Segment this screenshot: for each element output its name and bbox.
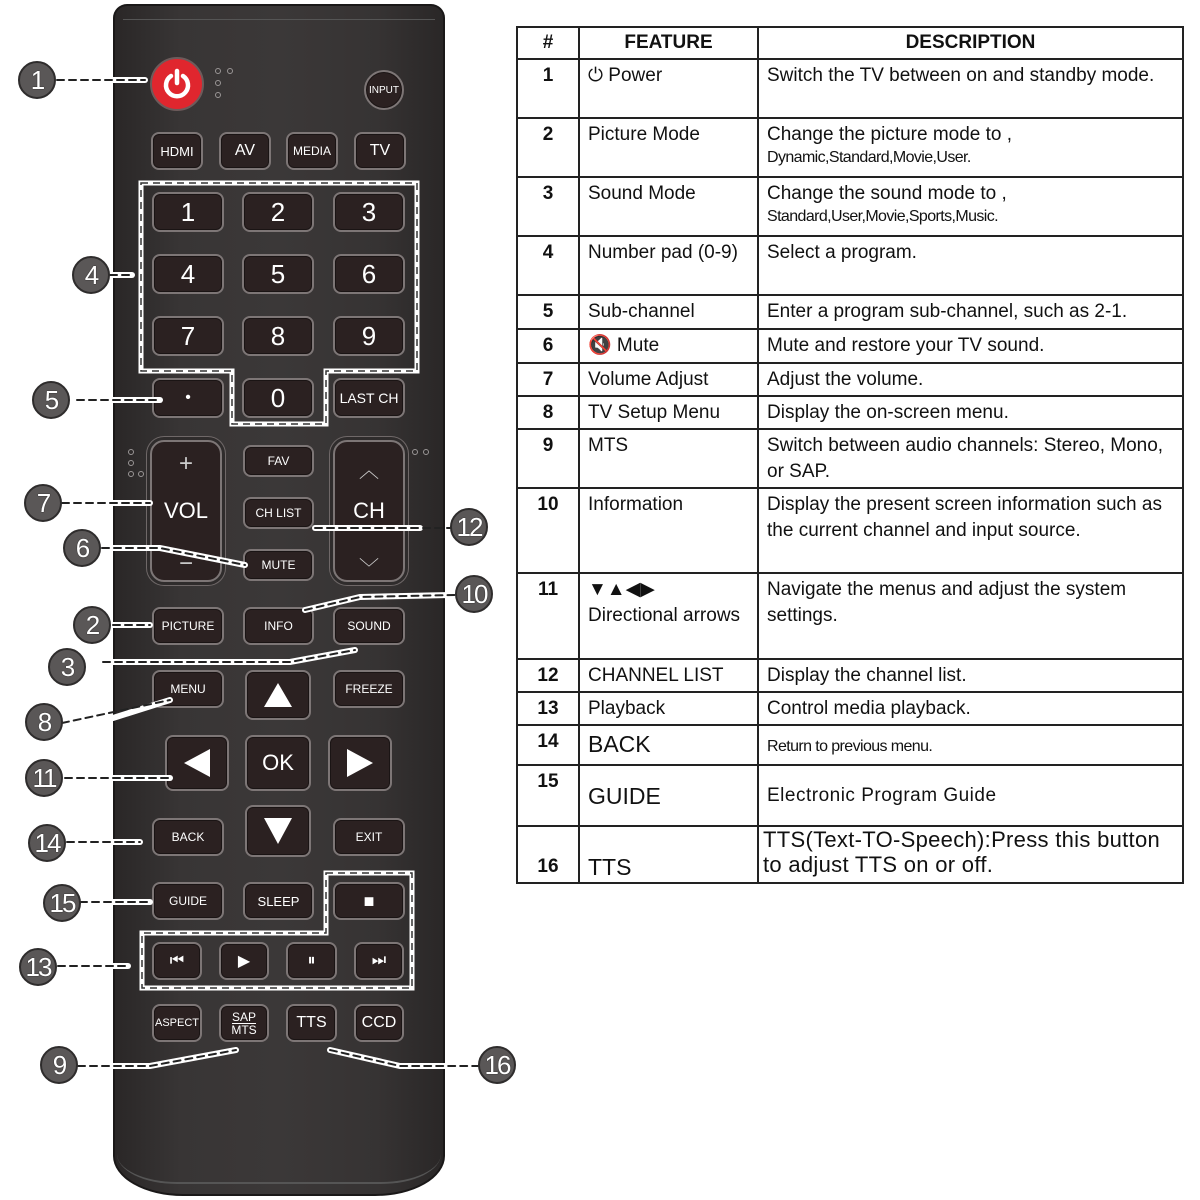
number-9-button[interactable]: 9 xyxy=(333,316,405,356)
braille-dot xyxy=(215,68,221,74)
picture-button[interactable]: PICTURE xyxy=(152,607,224,645)
table-row xyxy=(517,765,1183,826)
row-number: 16 xyxy=(517,826,579,883)
row-number: 13 xyxy=(517,692,579,725)
table-row xyxy=(517,295,1183,329)
channel-rocker[interactable] xyxy=(333,440,405,582)
braille-dot xyxy=(227,68,233,74)
info-button[interactable]: INFO xyxy=(243,607,314,645)
volume-down-icon[interactable]: − xyxy=(178,550,193,577)
arrow-left-button[interactable] xyxy=(165,735,229,791)
row-description: Select a program. xyxy=(758,236,1183,295)
power-button[interactable] xyxy=(150,57,204,111)
row-description: Enter a program sub-channel, such as 2-1. xyxy=(758,295,1183,329)
callout-10: 10 xyxy=(455,575,493,613)
number-8-button[interactable]: 8 xyxy=(242,316,314,356)
row-number: 7 xyxy=(517,363,579,396)
callout-2: 2 xyxy=(73,606,111,644)
previous-button[interactable] xyxy=(152,942,202,980)
back-button[interactable]: BACK xyxy=(152,818,224,856)
table-row xyxy=(517,177,1183,236)
channel-up-icon[interactable]: ︿ xyxy=(359,460,379,482)
fav-button[interactable]: FAV xyxy=(243,445,314,477)
row-feature: Volume Adjust xyxy=(579,363,758,396)
freeze-button[interactable]: FREEZE xyxy=(333,670,405,708)
row-number: 6 xyxy=(517,329,579,363)
braille-dot xyxy=(412,449,418,455)
row-feature: CHANNEL LIST xyxy=(579,659,758,692)
row-feature: Information xyxy=(579,488,758,573)
header-feature: FEATURE xyxy=(579,27,758,59)
callout-11: 11 xyxy=(25,759,63,797)
row-number: 14 xyxy=(517,725,579,765)
row-feature: BACK xyxy=(579,725,758,765)
row-feature: ⏻ Power xyxy=(579,59,758,118)
callout-12: 12 xyxy=(450,508,488,546)
row-feature: GUIDE xyxy=(579,765,758,826)
row-feature: Picture Mode xyxy=(579,118,758,177)
ok-button[interactable]: OK xyxy=(245,735,311,791)
row-number: 10 xyxy=(517,488,579,573)
mute-button[interactable]: MUTE xyxy=(243,549,314,581)
sound-button[interactable]: SOUND xyxy=(333,607,405,645)
table-row xyxy=(517,692,1183,725)
description-options: Dynamic,Standard,Movie,User. xyxy=(767,149,971,166)
row-description: Switch the TV between on and standby mode. xyxy=(758,59,1183,118)
header-number: # xyxy=(517,27,579,59)
table-row xyxy=(517,725,1183,765)
row-description: Switch between audio channels: Stereo, Mono, or SAP. xyxy=(758,429,1183,488)
volume-rocker[interactable] xyxy=(150,440,222,582)
sleep-button[interactable]: SLEEP xyxy=(243,882,314,920)
number-4-button[interactable]: 4 xyxy=(152,254,224,294)
row-feature: TTS xyxy=(579,826,758,883)
table-row xyxy=(517,59,1183,118)
av-button[interactable]: AV xyxy=(219,132,271,170)
row-number: 8 xyxy=(517,396,579,429)
row-number: 5 xyxy=(517,295,579,329)
row-description: Display the present screen information such as the current channel and input source. xyxy=(758,488,1183,573)
vol-label: VOL xyxy=(163,498,209,523)
arrow-left-icon xyxy=(182,747,212,779)
mts-label: MTS xyxy=(231,1022,257,1037)
table-row xyxy=(517,363,1183,396)
sap-label: SAP xyxy=(231,1009,256,1024)
table-row xyxy=(517,826,1183,883)
remote-bottom-edge xyxy=(117,1154,441,1184)
media-button[interactable]: MEDIA xyxy=(286,132,338,170)
table-row xyxy=(517,659,1183,692)
braille-dot xyxy=(138,471,144,477)
ccd-button[interactable]: CCD xyxy=(354,1004,404,1042)
ch-label: CH xyxy=(353,498,385,523)
channel-down-icon[interactable]: ﹀ xyxy=(359,558,379,580)
row-description: Return to previous menu. xyxy=(758,725,1183,765)
guide-button[interactable]: GUIDE xyxy=(152,882,224,920)
row-description xyxy=(758,118,1183,177)
play-button[interactable] xyxy=(219,942,269,980)
previous-icon: ⏮ xyxy=(169,952,185,969)
volume-up-icon[interactable]: + xyxy=(178,450,193,477)
row-feature xyxy=(579,573,758,659)
row-description: Display the on-screen menu. xyxy=(758,396,1183,429)
callout-6: 6 xyxy=(63,529,101,567)
callout-13: 13 xyxy=(19,948,57,986)
table-row xyxy=(517,573,1183,659)
number-5-button[interactable]: 5 xyxy=(242,254,314,294)
braille-dot xyxy=(128,449,134,455)
last-ch-button[interactable]: LAST CH xyxy=(333,378,405,418)
callout-3: 3 xyxy=(48,648,86,686)
row-description: Electronic Program Guide xyxy=(758,765,1183,826)
row-feature: MTS xyxy=(579,429,758,488)
braille-dot xyxy=(128,460,134,466)
feature-table xyxy=(516,26,1184,884)
callout-8: 8 xyxy=(25,703,63,741)
row-feature: Number pad (0-9) xyxy=(579,236,758,295)
table-row xyxy=(517,396,1183,429)
row-feature: TV Setup Menu xyxy=(579,396,758,429)
arrow-down-button[interactable] xyxy=(245,805,311,857)
next-button[interactable] xyxy=(354,942,404,980)
play-icon: ▶ xyxy=(237,953,251,970)
callout-4: 4 xyxy=(72,256,110,294)
ch-list-button[interactable]: CH LIST xyxy=(243,497,314,529)
feature-label: Directional arrows xyxy=(588,605,741,626)
description-options: Standard,User,Movie,Sports,Music. xyxy=(767,208,998,225)
description-line: Change the sound mode to , xyxy=(767,183,1007,204)
exit-button[interactable]: EXIT xyxy=(333,818,405,856)
arrow-up-button[interactable] xyxy=(245,670,311,720)
callout-14: 14 xyxy=(28,824,66,862)
sap-mts-button[interactable] xyxy=(219,1004,269,1042)
table-row xyxy=(517,329,1183,363)
header-description: DESCRIPTION xyxy=(758,27,1183,59)
row-description: Adjust the volume. xyxy=(758,363,1183,396)
row-number: 11 xyxy=(517,573,579,659)
row-number: 3 xyxy=(517,177,579,236)
row-description: Navigate the menus and adjust the system settings. xyxy=(758,573,1183,659)
table-row xyxy=(517,236,1183,295)
braille-dot xyxy=(423,449,429,455)
row-feature: Sound Mode xyxy=(579,177,758,236)
stop-icon: ■ xyxy=(363,890,375,911)
callout-1: 1 xyxy=(18,61,56,99)
row-number: 2 xyxy=(517,118,579,177)
row-feature: Sub-channel xyxy=(579,295,758,329)
braille-dot xyxy=(215,80,221,86)
row-description: Display the channel list. xyxy=(758,659,1183,692)
row-feature: Playback xyxy=(579,692,758,725)
number-2-button[interactable]: 2 xyxy=(242,192,314,232)
row-number: 15 xyxy=(517,765,579,826)
callout-5: 5 xyxy=(32,381,70,419)
number-7-button[interactable]: 7 xyxy=(152,316,224,356)
input-button[interactable]: INPUT xyxy=(364,70,404,110)
callout-16: 16 xyxy=(478,1046,516,1084)
callout-7: 7 xyxy=(24,484,62,522)
table-row xyxy=(517,118,1183,177)
description-line: Change the picture mode to , xyxy=(767,124,1013,145)
table-row xyxy=(517,488,1183,573)
hdmi-button[interactable]: HDMI xyxy=(151,132,203,170)
row-description: TTS(Text-TO-Speech):Press this button to adjust TTS on or off. xyxy=(758,826,1183,883)
aspect-button[interactable]: ASPECT xyxy=(152,1004,202,1042)
arrow-up-icon xyxy=(262,681,294,709)
row-feature: 🔇 Mute xyxy=(579,329,758,363)
pause-button[interactable] xyxy=(286,942,337,980)
power-icon xyxy=(161,68,193,100)
row-description: Control media playback. xyxy=(758,692,1183,725)
braille-dot xyxy=(128,471,134,477)
pause-icon: ⏸ xyxy=(307,952,316,969)
menu-button[interactable]: MENU xyxy=(152,670,224,708)
number-3-button[interactable]: 3 xyxy=(333,192,405,232)
row-number: 12 xyxy=(517,659,579,692)
table-row xyxy=(517,429,1183,488)
arrow-right-button[interactable] xyxy=(328,735,392,791)
dot-subchannel-button[interactable]: • xyxy=(152,378,224,418)
number-6-button[interactable]: 6 xyxy=(333,254,405,294)
row-number: 1 xyxy=(517,59,579,118)
arrow-down-icon xyxy=(262,816,294,846)
arrow-right-icon xyxy=(345,747,375,779)
row-description xyxy=(758,177,1183,236)
number-1-button[interactable]: 1 xyxy=(152,192,224,232)
braille-dot xyxy=(215,92,221,98)
row-number: 9 xyxy=(517,429,579,488)
tts-button[interactable]: TTS xyxy=(286,1004,337,1042)
number-0-button[interactable]: 0 xyxy=(242,378,314,418)
callout-9: 9 xyxy=(40,1046,78,1084)
stop-button[interactable] xyxy=(333,882,405,920)
remote-top-edge xyxy=(123,10,435,20)
tv-button[interactable]: TV xyxy=(354,132,406,170)
row-description: Mute and restore your TV sound. xyxy=(758,329,1183,363)
callout-15: 15 xyxy=(43,884,81,922)
table-header-row xyxy=(517,27,1183,59)
directional-arrows-icon: ▼▲◀▶ xyxy=(588,579,655,600)
next-icon: ⏭ xyxy=(371,952,387,969)
row-number: 4 xyxy=(517,236,579,295)
